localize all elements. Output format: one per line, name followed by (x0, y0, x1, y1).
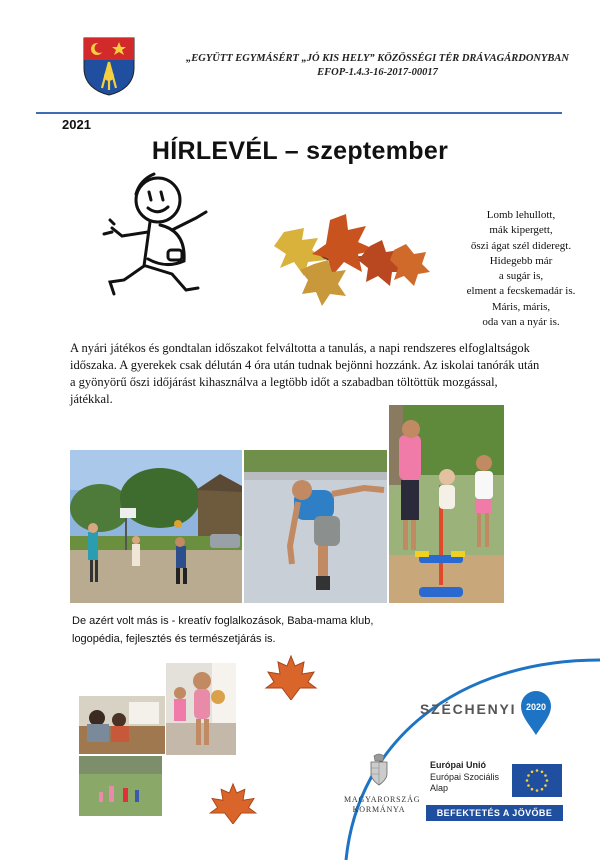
photo-nature-walk (79, 756, 162, 816)
szechenyi-arc-decoration (318, 630, 600, 860)
szechenyi-year: 2020 (525, 702, 547, 712)
intro-paragraph (70, 340, 540, 408)
government-label (344, 795, 421, 815)
project-title: „EGYÜTT EGYMÁSÉRT „JÓ KIS HELY” KÖZÖSSÉGI TÉR DRÁVAGÁRDONYBAN (185, 53, 570, 64)
maple-leaf-icon (208, 782, 258, 824)
paragraph-line: A nyári játékos és gondtalan időszakot felváltotta a tanulás, a napi rendszeres elfoglaltságok (70, 341, 530, 355)
photo-crafts-table (79, 696, 165, 754)
autumn-poem (456, 208, 586, 330)
government-line1: MAGYARORSZÁG (344, 795, 421, 804)
poem-line: Máris, máris, (491, 300, 551, 313)
poem-line: a sugár is, (498, 270, 544, 283)
project-header (170, 52, 585, 80)
caption-line: logopédia, fejlesztés és természetjárás is. (72, 633, 276, 645)
autumn-leaves-illustration (274, 210, 430, 306)
village-crest-logo (82, 36, 136, 96)
poem-line: Hidegebb már (489, 254, 553, 267)
paragraph-line: a gyönyörű őszi időjárást kihasználva a legtöbb időt a szabadban töltöttük mozgással, (70, 375, 498, 389)
eu-fund-line3: Alap (430, 783, 449, 793)
eu-flag-icon (512, 764, 562, 797)
poem-line: mák kipergett, (489, 224, 553, 237)
poem-line: őszi ágat szél dideregt. (470, 239, 572, 252)
hungary-coat-of-arms-icon (368, 752, 390, 786)
year-label: 2021 (62, 117, 91, 132)
eu-union-name: Európai Unió (430, 760, 486, 770)
photo-boy-chalk (244, 450, 387, 603)
szechenyi-logo-text: SZÉCHENYI (420, 701, 517, 717)
government-line2: KORMÁNYA (352, 805, 406, 814)
eu-fund-label (430, 760, 499, 795)
caption-line: De azért volt más is - kreatív foglalkozások, Baba-mama klub, (72, 615, 374, 627)
szechenyi-2020-pin-icon (519, 690, 553, 736)
photo-playground-seesaw (389, 405, 504, 603)
project-code: EFOP-1.4.3-16-2017-00017 (317, 67, 438, 78)
eu-slogan-banner: BEFEKTETÉS A JÖVŐBE (426, 805, 563, 821)
maple-leaf-icon (264, 654, 318, 700)
poem-line: oda van a nyár is. (482, 316, 560, 329)
poem-line: elment a fecskemadár is. (466, 285, 576, 298)
paragraph-line: játékkal. (70, 392, 113, 406)
poem-line: Lomb lehullott, (486, 209, 556, 221)
photo-girl-with-toy (166, 663, 236, 755)
header-divider (36, 112, 562, 114)
photo-basketball-yard (70, 450, 242, 603)
running-kid-doodle (100, 170, 220, 300)
eu-fund-line2: Európai Szociális (430, 771, 500, 782)
paragraph-line: időszaka. A gyerekek csak délután 4 óra után tudnak bejönni hozzánk. Az iskolai tanórák után (70, 358, 540, 372)
newsletter-title: HÍRLEVÉL – szeptember (151, 137, 449, 165)
